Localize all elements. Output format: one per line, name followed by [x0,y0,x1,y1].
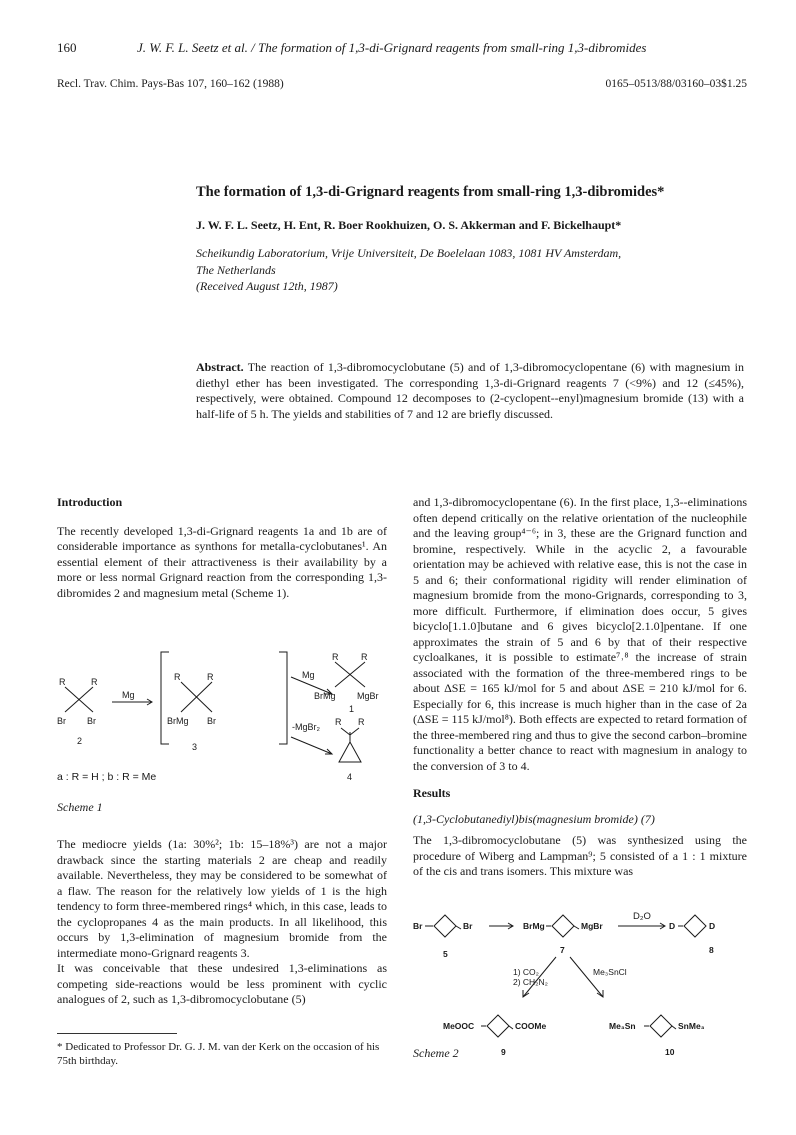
s2-reagent-me3sncl: Me₃SnCl [593,967,627,977]
compound-number-4: 4 [347,772,353,782]
affiliation-line-2: The Netherlands [196,262,276,277]
compound-number-5: 5 [443,949,448,959]
s1-legend: a : R = H ; b : R = Me [57,771,157,783]
right-column [413,495,747,880]
introduction-section [57,495,387,601]
s1-r-label: R [332,652,339,662]
footnote: * Dedicated to Professor Dr. G. J. M. van der Kerk on the occasion of his 75th birthday. [57,1041,380,1067]
s1-mgbr-label: MgBr [357,691,379,701]
journal-line [57,78,747,90]
journal-reference: Recl. Trav. Chim. Pays-Bas 107, 160–162 (1988) [57,78,284,90]
s2-reagent-ch2n2: 2) CH₂N₂ [513,977,548,987]
compound-number-9: 9 [501,1047,506,1057]
running-title: J. W. F. L. Seetz et al. / The formation of 1,3-di-Grignard reagents from small-ring 1,3-dibromides [137,40,647,55]
s1-r-label: R [59,677,66,687]
s1-r-label: R [174,672,181,682]
issn-code: 0165–0513/88/03160–03$1.25 [605,78,747,90]
s1-r-label: R [335,717,342,727]
author-list: J. W. F. L. Seetz, H. Ent, R. Boer Rookhuizen, O. S. Akkerman and F. Bickelhaupt* [196,218,622,232]
scheme-1-diagram [57,632,397,790]
s1-r-label: R [207,672,214,682]
compound-number-2: 2 [77,736,83,746]
results-subheading: (1,3-Cyclobutanediyl)bis(magnesium bromide) (7) [413,811,655,826]
footnote-rule [57,1033,177,1034]
intro-paragraph-3: It was conceivable that these undesired 1,3-eliminations as competing side-reactions would be less prominent with cyclic analogues of 2, such as 1,3-dibromocyclobutane (5) [57,961,387,1006]
s1-brmg-label: BrMg [314,691,336,701]
s2-br-label: Br [413,921,423,931]
s1-br-label: Br [57,716,66,726]
intro-paragraph-2: The mediocre yields (1a: 30%²; 1b: 15–18%³) are not a major drawback since the starting materials 2 are cheap and readily available. Nevertheless, they may be considered to be somewhat of a flaw. The reason for the relatively low yields of 1 is the high tendency to form three-membered rings⁴ which, in this case, leads to the cyclopropanes 4 as the main products. In all likelihood, this occurs by 1,3-elimination of magnesium bromide from the intermediate mono-Grignard reagents 3. [57,837,387,960]
s2-meooc-label: MeOOC [443,1021,475,1031]
results-paragraph-1: The 1,3-dibromocyclobutane (5) was synthesized using the procedure of Wiberg and Lampman⁹; 5 consisted of a 1 : 1 mixture of the cis and trans isomers. This mixture was [413,833,747,878]
s2-me3sn-label: Me₃Sn [609,1021,636,1031]
scheme-2-diagram [413,905,747,1065]
s1-r-label: R [358,717,365,727]
s2-reagent-co2: 1) CO₂ [513,967,539,977]
s2-br-label: Br [463,921,473,931]
abstract [196,360,744,422]
scheme-2-label: Scheme 2 [413,1046,459,1060]
compound-number-10: 10 [665,1047,675,1057]
s2-brmg-label: BrMg [523,921,545,931]
s2-snme3-label: SnMe₃ [678,1021,705,1031]
s1-mgbr2-byproduct: -MgBr₂ [292,722,320,732]
received-date: (Received August 12th, 1987) [196,279,338,293]
page-number: 160 [57,40,77,55]
affiliation-line-1: Scheikundig Laboratorium, Vrije Universiteit, De Boelelaan 1083, 1081 HV Amsterdam, [196,246,622,260]
scheme-1-label: Scheme 1 [57,800,103,814]
s2-mgbr-label: MgBr [581,921,603,931]
compound-number-7: 7 [560,945,565,955]
compound-number-8: 8 [709,945,714,955]
s1-r-label: R [361,652,368,662]
abstract-text: The reaction of 1,3-dibromocyclobutane (5) and of 1,3-dibromocyclopentane (6) with magnesium in diethyl ether has been investigated. The corresponding 1,3-di-Grignard reagents 7 (<9%) and 12 (≤45%), respectively, were obtained. Compound 12 decomposes to (2-cyclopent--enyl)magnesium bromide (13) with a half-life of 5 h. The yields and stabilities of 7 and 12 are briefly discussed. [196,360,744,421]
abstract-label: Abstract. [196,360,244,374]
intro-paragraph-1: The recently developed 1,3-di-Grignard reagents 1a and 1b are of considerable importance as synthons for metalla-cyclobutanes¹. An essential element of their attractiveness is their availability by a more or less normal Grignard reaction from the corresponding 1,3-dibromides 2 and magnesium metal (Scheme 1). [57,523,387,600]
s1-mg-reagent: Mg [302,670,315,680]
s1-r-label: R [91,677,98,687]
s2-d-label: D [669,921,676,931]
s1-br-label: Br [87,716,96,726]
results-heading: Results [413,786,451,800]
s1-mg-reagent: Mg [122,690,135,700]
compound-number-3: 3 [192,742,198,752]
affiliation [196,245,756,295]
s2-coome-label: COOMe [515,1021,547,1031]
s1-brmg-label: BrMg [167,716,189,726]
article-title: The formation of 1,3-di-Grignard reagents from small-ring 1,3-dibromides* [196,184,665,200]
s2-d2o-reagent: D₂O [633,911,651,922]
s2-d-label: D [709,921,716,931]
compound-number-1: 1 [349,704,355,714]
introduction-continued [57,837,387,1008]
right-paragraph-1: and 1,3-dibromocyclopentane (6). In the first place, 1,3--eliminations often depend critically on the relative orientation of the nucleophile and the leaving group⁴⁻⁶; in 3, these are the Grignard function and bromine, respectively. While in the acyclic 2, a favourable orientation may be achieved with relative ease, this is not the case in 5 and 6; their conformational rigidity will render elimination of magnesium bromide from the mono-Grignards, corresponding to 3, more difficult. Furthermore, if elimination does occur, 5 gives bicyclo[1.1.0]butane and 6 gives bicyclo[2.1.0]pentane. If one approximates the strain of 5 and 6 by that of their respective cycloalkanes, it is possible to estimate⁷˒⁸ the increase of strain associated with the formation of the three-membered rings to be about ΔSE = 165 kJ/mol for 5 and about ΔSE = 210 kJ/mol for 6. Especially for 6, this increase is much higher than in the case of 2a (ΔSE = 115 kJ/mol⁸). Both effects are expected to retard formation of the three-membered ring and thus to give the second carbon–bromine functionality a better chance to react with magnesium in analogy to the conversion of 3 to 4. [413,495,747,773]
s1-br-label: Br [207,716,216,726]
introduction-heading: Introduction [57,495,123,509]
